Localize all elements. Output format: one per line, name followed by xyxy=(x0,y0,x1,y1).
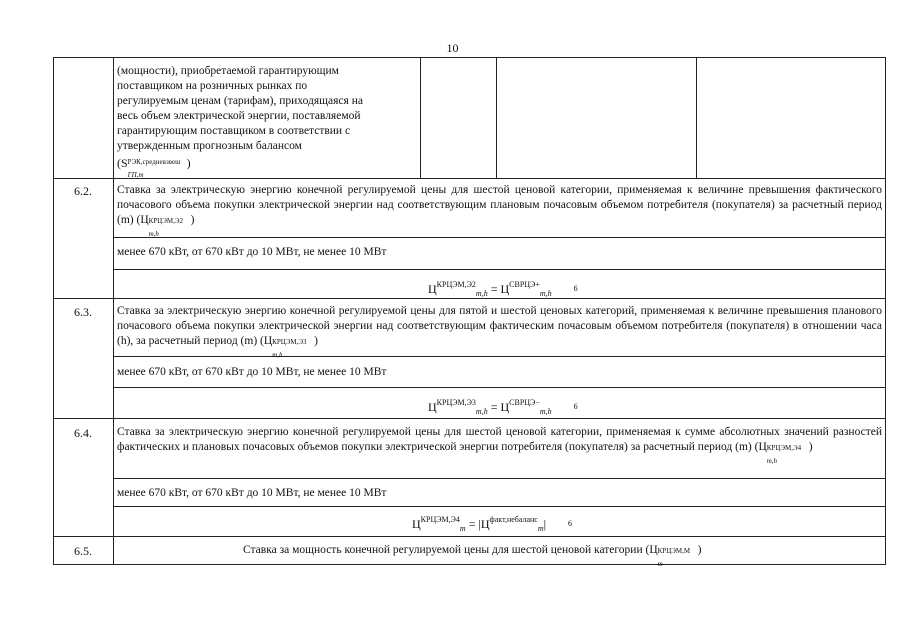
tariff-formula: $Ц^{КРЦЭМ,Э2}_{m,h} = Ц^{СВРЦЭ+}_{m,h}6$ xyxy=(428,280,578,298)
capacity-range: менее 670 кВт, от 670 кВт до 10 МВт, не менее 10 МВт xyxy=(117,487,387,499)
capacity-range: менее 670 кВт, от 670 кВт до 10 МВт, не менее 10 МВт xyxy=(117,366,387,378)
top-row-line: поставщиком на розничных рынках по xyxy=(117,80,308,92)
top-row-line: весь объем электрической энергии, поставляемой xyxy=(117,110,361,122)
footnote-ref: 6 xyxy=(568,519,573,528)
row-description: Ставка за электрическую энергию конечной регулируемой цены для шестой ценовой категории, применяемая к сумме абсолютных значений разностей фактических и плановых почасовых объемов покупки электрической энергии потребителя (покупателя) за расчетный период (m) (Ц КРЦЭМ,Э4 m,h ) xyxy=(117,426,882,465)
row-number: 6.5. xyxy=(74,544,92,558)
row-description: Ставка за мощность конечной регулируемой цены для шестой ценовой категории (Ц КРЦЭМ,М m ) xyxy=(243,544,702,568)
top-row-line: утвержденным прогнозным балансом xyxy=(117,140,302,152)
row-number: 6.2. xyxy=(74,184,92,198)
page-number: 10 xyxy=(446,41,459,55)
top-row-line: (мощности), приобретаемой гарантирующим xyxy=(117,65,339,77)
top-row-line: регулируемым ценам (тарифам), приходящаяся на xyxy=(117,95,363,107)
row-description: Ставка за электрическую энергию конечной регулируемой цены для шестой ценовой категории, применяемая к величине превышения фактического почасового объема покупки электрической энергии над соответствующим плановым почасовым объемом потребителя (покупателя) за расчетный период (m) (Ц КРЦЭМ,Э2 m,h ) xyxy=(117,184,882,238)
tariff-formula: $Ц^{КРЦЭМ,Э3}_{m,h} = Ц^{СВРЦЭ-}_{m,h}6$ xyxy=(428,398,578,416)
footnote-ref: 6 xyxy=(573,402,578,411)
row-description: Ставка за электрическую энергию конечной регулируемой цены для пятой и шестой ценовых категорий, применяемая к величине превышения планового почасового объема покупки электрической энергии над соответствующим фактическим почасовым объемом потребителя (покупателя) в отношении часа (h), за расчетный период (m) (Ц КРЦЭМ,Э3 m,h ) xyxy=(117,305,882,359)
footnote-ref: 6 xyxy=(573,284,578,293)
tariff-formula: $Ц^{КРЦЭМ,Э4}_m = |Ц^{факт,небаланс}_m|$ 6 xyxy=(412,515,573,533)
top-row-line: гарантирующим поставщиком в соответствии с xyxy=(117,125,351,137)
row-number: 6.3. xyxy=(74,305,92,319)
capacity-range: менее 670 кВт, от 670 кВт до 10 МВт, не менее 10 МВт xyxy=(117,246,387,258)
top-row-formula: (S РЭК,средневзвеш ГП,m ) xyxy=(117,156,191,179)
row-number: 6.4. xyxy=(74,426,92,440)
